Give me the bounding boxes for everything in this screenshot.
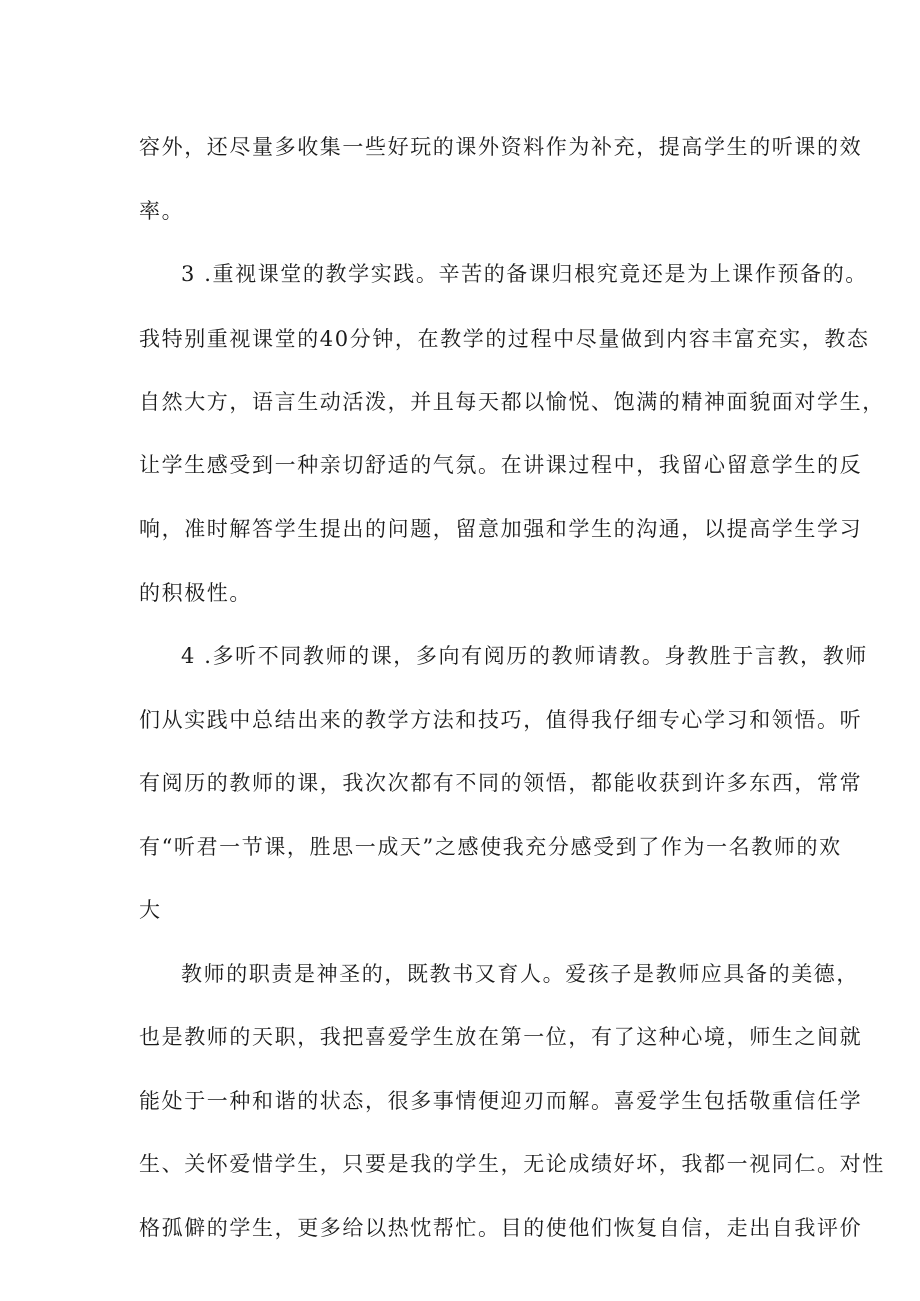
text-line: 我特别重视课堂的40分钟，在教学的过程中尽量做到内容丰富充实，教态 — [139, 327, 870, 351]
text-line: 也是教师的天职，我把喜爱学生放在第一位，有了这种心境，师生之间就 — [139, 1025, 863, 1049]
text-line: 能处于一种和谐的状态，很多事情便迎刃而解。喜爱学生包括敬重信任学 — [139, 1089, 863, 1113]
text-line: 的积极性。 — [139, 581, 252, 605]
text-line: 4 .多听不同教师的课，多向有阅历的教师请教。身教胜于言教，教师 — [181, 644, 868, 668]
text-line: 们从实践中总结出来的教学方法和技巧，值得我仔细专心学习和领悟。听 — [139, 708, 863, 732]
text-line: 格孤僻的学生，更多给以热忱帮忙。目的使他们恢复自信，走出自我评价 — [139, 1216, 863, 1240]
text-line: 容外，还尽量多收集一些好玩的课外资料作为补充，提高学生的听课的效 — [139, 135, 863, 159]
text-line: 大 — [139, 898, 162, 922]
text-line: 让学生感受到一种亲切舒适的气氛。在讲课过程中，我留心留意学生的反 — [139, 453, 863, 477]
text-line: 有“听君一节课，胜思一成天”之感使我充分感受到了作为一名教师的欢 — [139, 835, 842, 859]
text-line: 3 .重视课堂的教学实践。辛苦的备课归根究竟还是为上课作预备的。 — [181, 262, 868, 286]
text-line: 响，准时解答学生提出的问题，留意加强和学生的沟通，以提高学生学习 — [139, 517, 863, 541]
text-line: 自然大方，语言生动活泼，并且每天都以愉悦、饱满的精神面貌面对学生， — [139, 390, 885, 414]
text-line: 教师的职责是神圣的，既教书又育人。爱孩子是教师应具备的美德， — [181, 962, 859, 986]
text-line: 有阅历的教师的课，我次次都有不同的领悟，都能收获到许多东西，常常 — [139, 771, 863, 795]
text-line: 率。 — [139, 199, 185, 223]
text-line: 生、关怀爱惜学生，只要是我的学生，无论成绩好坏，我都一视同仁。对性 — [139, 1152, 885, 1176]
